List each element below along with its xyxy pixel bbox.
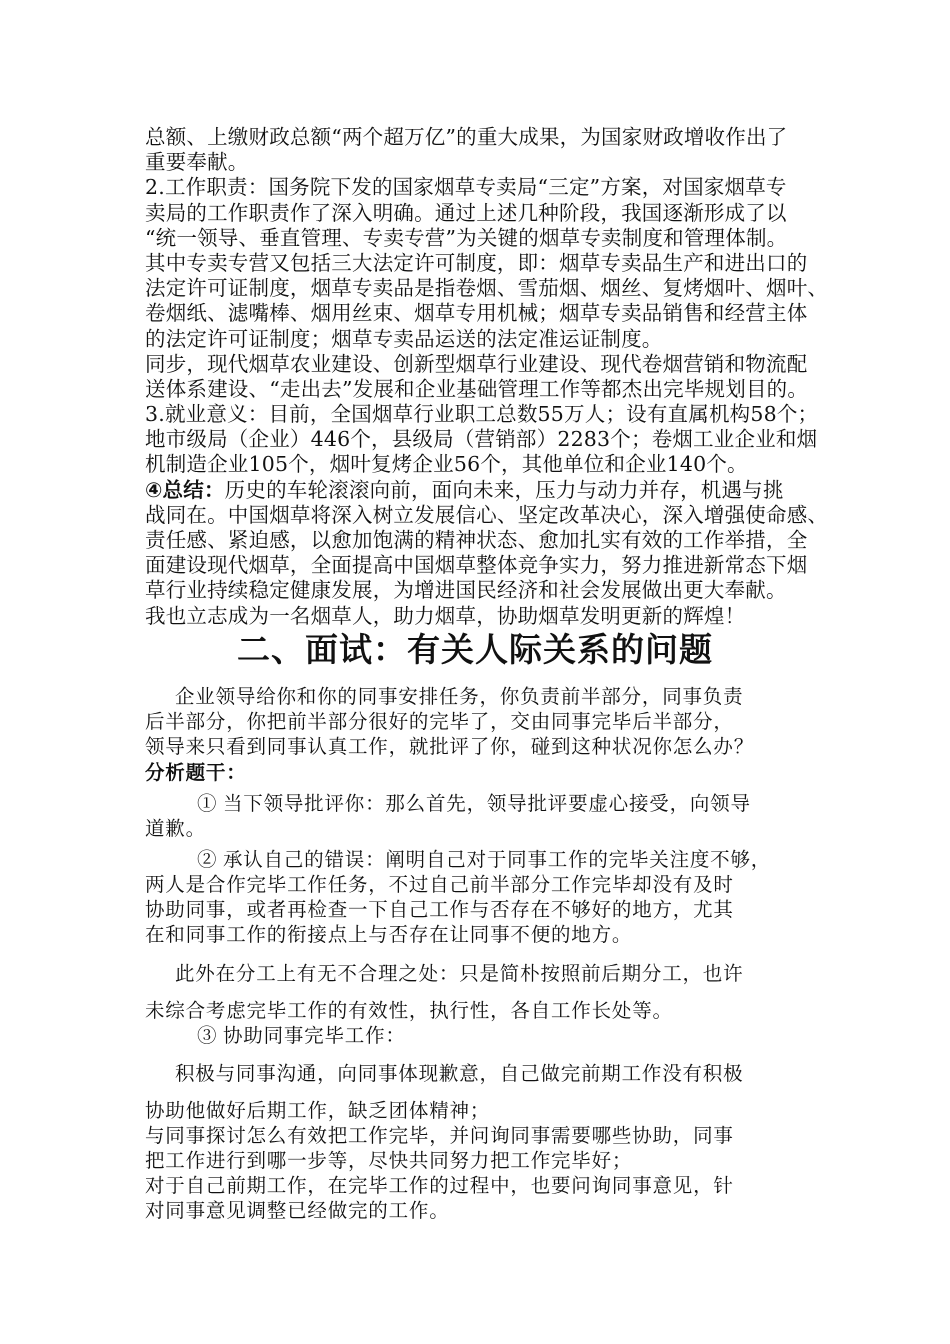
text-line: 送体系建设、“走出去”发展和企业基础管理工作等都杰出完毕规划目的。 — [145, 376, 809, 401]
point-two-line: 两人是合作完毕工作任务，不过自己前半部分工作完毕却没有及时 — [145, 875, 734, 896]
point-three-detail: 协助他做好后期工作，缺乏团体精神； — [145, 1101, 491, 1122]
question-line: 后半部分，你把前半部分很好的完毕了，交由同事完毕后半部分， — [145, 712, 734, 733]
point-one-line: 道歉。 — [145, 819, 206, 840]
point-three-line: ③ 协助同事完毕工作： — [197, 1026, 406, 1047]
text-line: 地市级局（企业）446个，县级局（营销部）2283个；卷烟工业企业和烟 — [145, 427, 818, 452]
text-line: 其中专卖专营又包括三大法定许可制度，即：烟草专卖品生产和进出口的 — [145, 250, 808, 275]
text-line: 2.工作职责：国务院下发的国家烟草专卖局“三定”方案，对国家烟草专 — [145, 175, 787, 200]
text-line: “统一领导、垂直管理、专卖专营”为关键的烟草专卖制度和管理体制。 — [145, 225, 788, 250]
point-one-line: ① 当下领导批评你：那么首先，领导批评要虚心接受，向领导 — [197, 794, 751, 815]
section-one-text — [145, 125, 875, 629]
extra-line: 未综合考虑完毕工作的有效性，执行性，各自工作长处等。 — [145, 1001, 673, 1022]
section-heading: 二、面试：有关人际关系的问题 — [237, 630, 713, 669]
analysis-label: 分析题干： — [145, 761, 247, 784]
text-line: 战同在。中国烟草将深入树立发展信心、坚定改革决心，深入增强使命感、 — [145, 502, 829, 527]
point-three-detail: 对同事意见调整已经做完的工作。 — [145, 1201, 450, 1222]
point-three-detail: 积极与同事沟通，向同事体现歉意，自己做完前期工作没有积极 — [175, 1064, 744, 1085]
text-line: 机制造企业105个，烟叶复烤企业56个，其他单位和企业140个。 — [145, 452, 748, 477]
point-three-detail: 把工作进行到哪一步等，尽快共同努力把工作完毕好； — [145, 1151, 633, 1172]
text-line: 卷烟纸、滤嘴棒、烟用丝束、烟草专用机械；烟草专卖品销售和经营主体 — [145, 301, 808, 326]
text-line: 重要奉献。 — [145, 150, 249, 175]
question-line: 企业领导给你和你的同事安排任务，你负责前半部分，同事负责 — [175, 687, 744, 708]
text-line: 面建设现代烟草，全面提高中国烟草整体竞争实力，努力推进新常态下烟 — [145, 553, 808, 578]
summary-label: ④总结： — [145, 477, 225, 502]
text-line: 草行业持续稳定健康发展，为增进国民经济和社会发展做出更大奉献。 — [145, 578, 787, 603]
text-line: 卖局的工作职责作了深入明确。通过上述几种阶段，我国逐渐形成了以 — [145, 200, 787, 225]
text-line: 的法定许可证制度；烟草专卖品运送的法定准运证制度。 — [145, 326, 663, 351]
point-two-line: 在和同事工作的衔接点上与否存在让同事不便的地方。 — [145, 925, 633, 946]
point-two-line: 协助同事，或者再检查一下自己工作与否存在不够好的地方，尤其 — [145, 900, 734, 921]
text-line: 法定许可证制度，烟草专卖品是指卷烟、雪茄烟、烟丝、复烤烟叶、烟叶、 — [145, 276, 829, 301]
text-line: 责任感、紧迫感，以愈加饱满的精神状态、愈加扎实有效的工作举措，全 — [145, 528, 808, 552]
point-two-line: ② 承认自己的错误：阐明自己对于同事工作的完毕关注度不够， — [197, 850, 772, 871]
summary-line — [145, 478, 875, 503]
text-line: 总额、上缴财政总额“两个超万亿”的重大成果，为国家财政增收作出了 — [145, 125, 788, 149]
text-line: 同步，现代烟草农业建设、创新型烟草行业建设、现代卷烟营销和物流配 — [145, 351, 808, 376]
text-line: 我也立志成为一名烟草人，助力烟草，协助烟草发明更新的辉煌！ — [145, 603, 746, 628]
summary-text: 历史的车轮滚滚向前，面向未来，压力与动力并存，机遇与挑 — [224, 477, 784, 502]
point-three-detail: 对于自己前期工作，在完毕工作的过程中，也要问询同事意见，针 — [145, 1176, 734, 1197]
text-line: 3.就业意义：目前，全国烟草行业职工总数55万人；设有直属机构58个； — [145, 402, 819, 427]
extra-line: 此外在分工上有无不合理之处：只是简朴按照前后期分工，也许 — [175, 964, 744, 985]
point-three-detail: 与同事探讨怎么有效把工作完毕，并问询同事需要哪些协助，同事 — [145, 1126, 734, 1147]
question-line: 领导来只看到同事认真工作，就批评了你，碰到这种状况你怎么办？ — [145, 737, 755, 758]
